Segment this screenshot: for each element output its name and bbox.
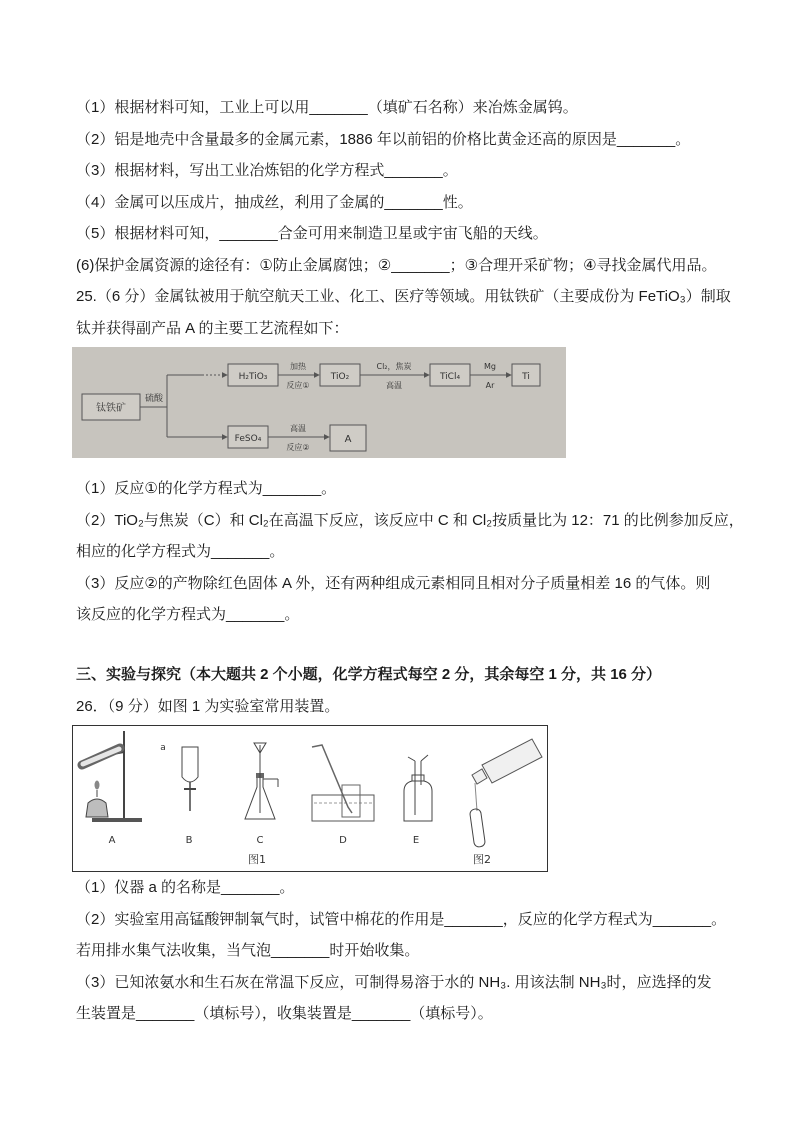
label-apparatus-b: B	[185, 835, 193, 846]
question-25-subquestions	[76, 473, 744, 631]
label-apparatus-e: E	[412, 835, 420, 846]
flow-label-acid: 硫酸	[144, 394, 164, 404]
flow-label-reaction1: 反应①	[286, 381, 310, 390]
flow-label-mg: Mg	[484, 362, 496, 371]
q25-sub3-line1: （3）反应②的产物除红色固体 A 外，还有两种组成元素相同且相对分子质量相差 16 的气体。则	[76, 574, 711, 592]
q25-sub2-line1: （2）TiO₂与焦炭（C）和 Cl₂在高温下反应，该反应中 C 和 Cl₂按质量比为 12：71 的比例参加反应，	[76, 511, 744, 529]
q24-sub6: (6)保护金属资源的途径有：①防止金属腐蚀；②_______；③合理开采矿物；④寻找金属代用品。	[76, 256, 717, 274]
flow-label-ticl4: TiCl₄	[439, 372, 461, 382]
apparatus-figure	[72, 725, 548, 872]
section-3-heading: 三、实验与探究（本大题共 2 个小题，化学方程式每空 2 分，其余每空 1 分，共 16 分）	[76, 666, 662, 683]
q24-sub1: （1）根据材料可知，工业上可以用_______（填矿石名称）来冶炼金属钨。	[76, 99, 578, 116]
q26-intro: 26．（9 分）如图 1 为实验室常用装置。	[76, 697, 340, 715]
q25-intro-line2: 钛并获得副产品 A 的主要工艺流程如下：	[76, 319, 349, 337]
label-figure-2: 图2	[473, 853, 491, 866]
flow-label-ore: 钛铁矿	[96, 403, 126, 414]
label-apparatus-d: D	[339, 835, 347, 846]
label-figure-1: 图1	[248, 853, 266, 866]
question-26-subquestions	[76, 872, 726, 1030]
flow-label-high-temp-2: 高温	[290, 424, 306, 433]
question-24-continued	[76, 92, 731, 344]
flow-label-ar: Ar	[485, 381, 495, 390]
flow-label-ti: Ti	[522, 372, 530, 382]
q25-sub2-line2: 相应的化学方程式为_______。	[76, 543, 285, 560]
flow-label-product-a: A	[344, 434, 352, 445]
flow-label-tio2: TiO₂	[330, 372, 350, 382]
process-flowchart	[72, 347, 566, 458]
section-3	[76, 659, 661, 722]
flow-label-heat: 加热	[290, 362, 306, 371]
q24-sub2: （2）铝是地壳中含量最多的金属元素，1886 年以前铝的价格比黄金还高的原因是_______。	[76, 130, 691, 148]
q25-intro-line1: 25.（6 分）金属钛被用于航空航天工业、化工、医疗等领域。用钛铁矿（主要成份为 FeTiO₃）制取	[76, 288, 731, 305]
q26-sub3-line1: （3）已知浓氨水和生石灰在常温下反应，可制得易溶于水的 NH₃. 用该法制 NH₃时，应选择的发	[76, 973, 712, 991]
flow-label-high-temp-1: 高温	[386, 381, 402, 390]
flow-label-cl2-coke: Cl₂，焦炭	[376, 362, 412, 371]
label-apparatus-c: C	[256, 835, 264, 846]
q26-sub1: （1）仪器 a 的名称是_______。	[76, 879, 295, 896]
q24-sub3: （3）根据材料，写出工业冶炼铝的化学方程式_______。	[76, 162, 458, 179]
q24-sub4: （4）金属可以压成片，抽成丝，利用了金属的_______性。	[76, 193, 473, 211]
q24-sub5: （5）根据材料可知，_______合金可用来制造卫星或宇宙飞船的天线。	[76, 225, 548, 242]
q26-sub2-line2: 若用排水集气法收集，当气泡_______时开始收集。	[76, 942, 420, 959]
label-apparatus-a: A	[108, 835, 116, 846]
q26-sub2-line1: （2）实验室用高锰酸钾制氧气时，试管中棉花的作用是_______，反应的化学方程式为_______。	[76, 910, 727, 928]
q25-sub3-line2: 该反应的化学方程式为_______。	[76, 606, 300, 623]
flow-label-reaction2: 反应②	[286, 443, 310, 452]
q26-sub3-line2: 生装置是_______（填标号），收集装置是_______（填标号）。	[76, 1005, 493, 1022]
flow-label-h2tio3: H₂TiO₃	[238, 372, 268, 382]
label-instrument-a: a	[160, 743, 166, 753]
flow-label-feso4: FeSO₄	[234, 434, 262, 444]
q25-sub1: （1）反应①的化学方程式为_______。	[76, 480, 337, 497]
